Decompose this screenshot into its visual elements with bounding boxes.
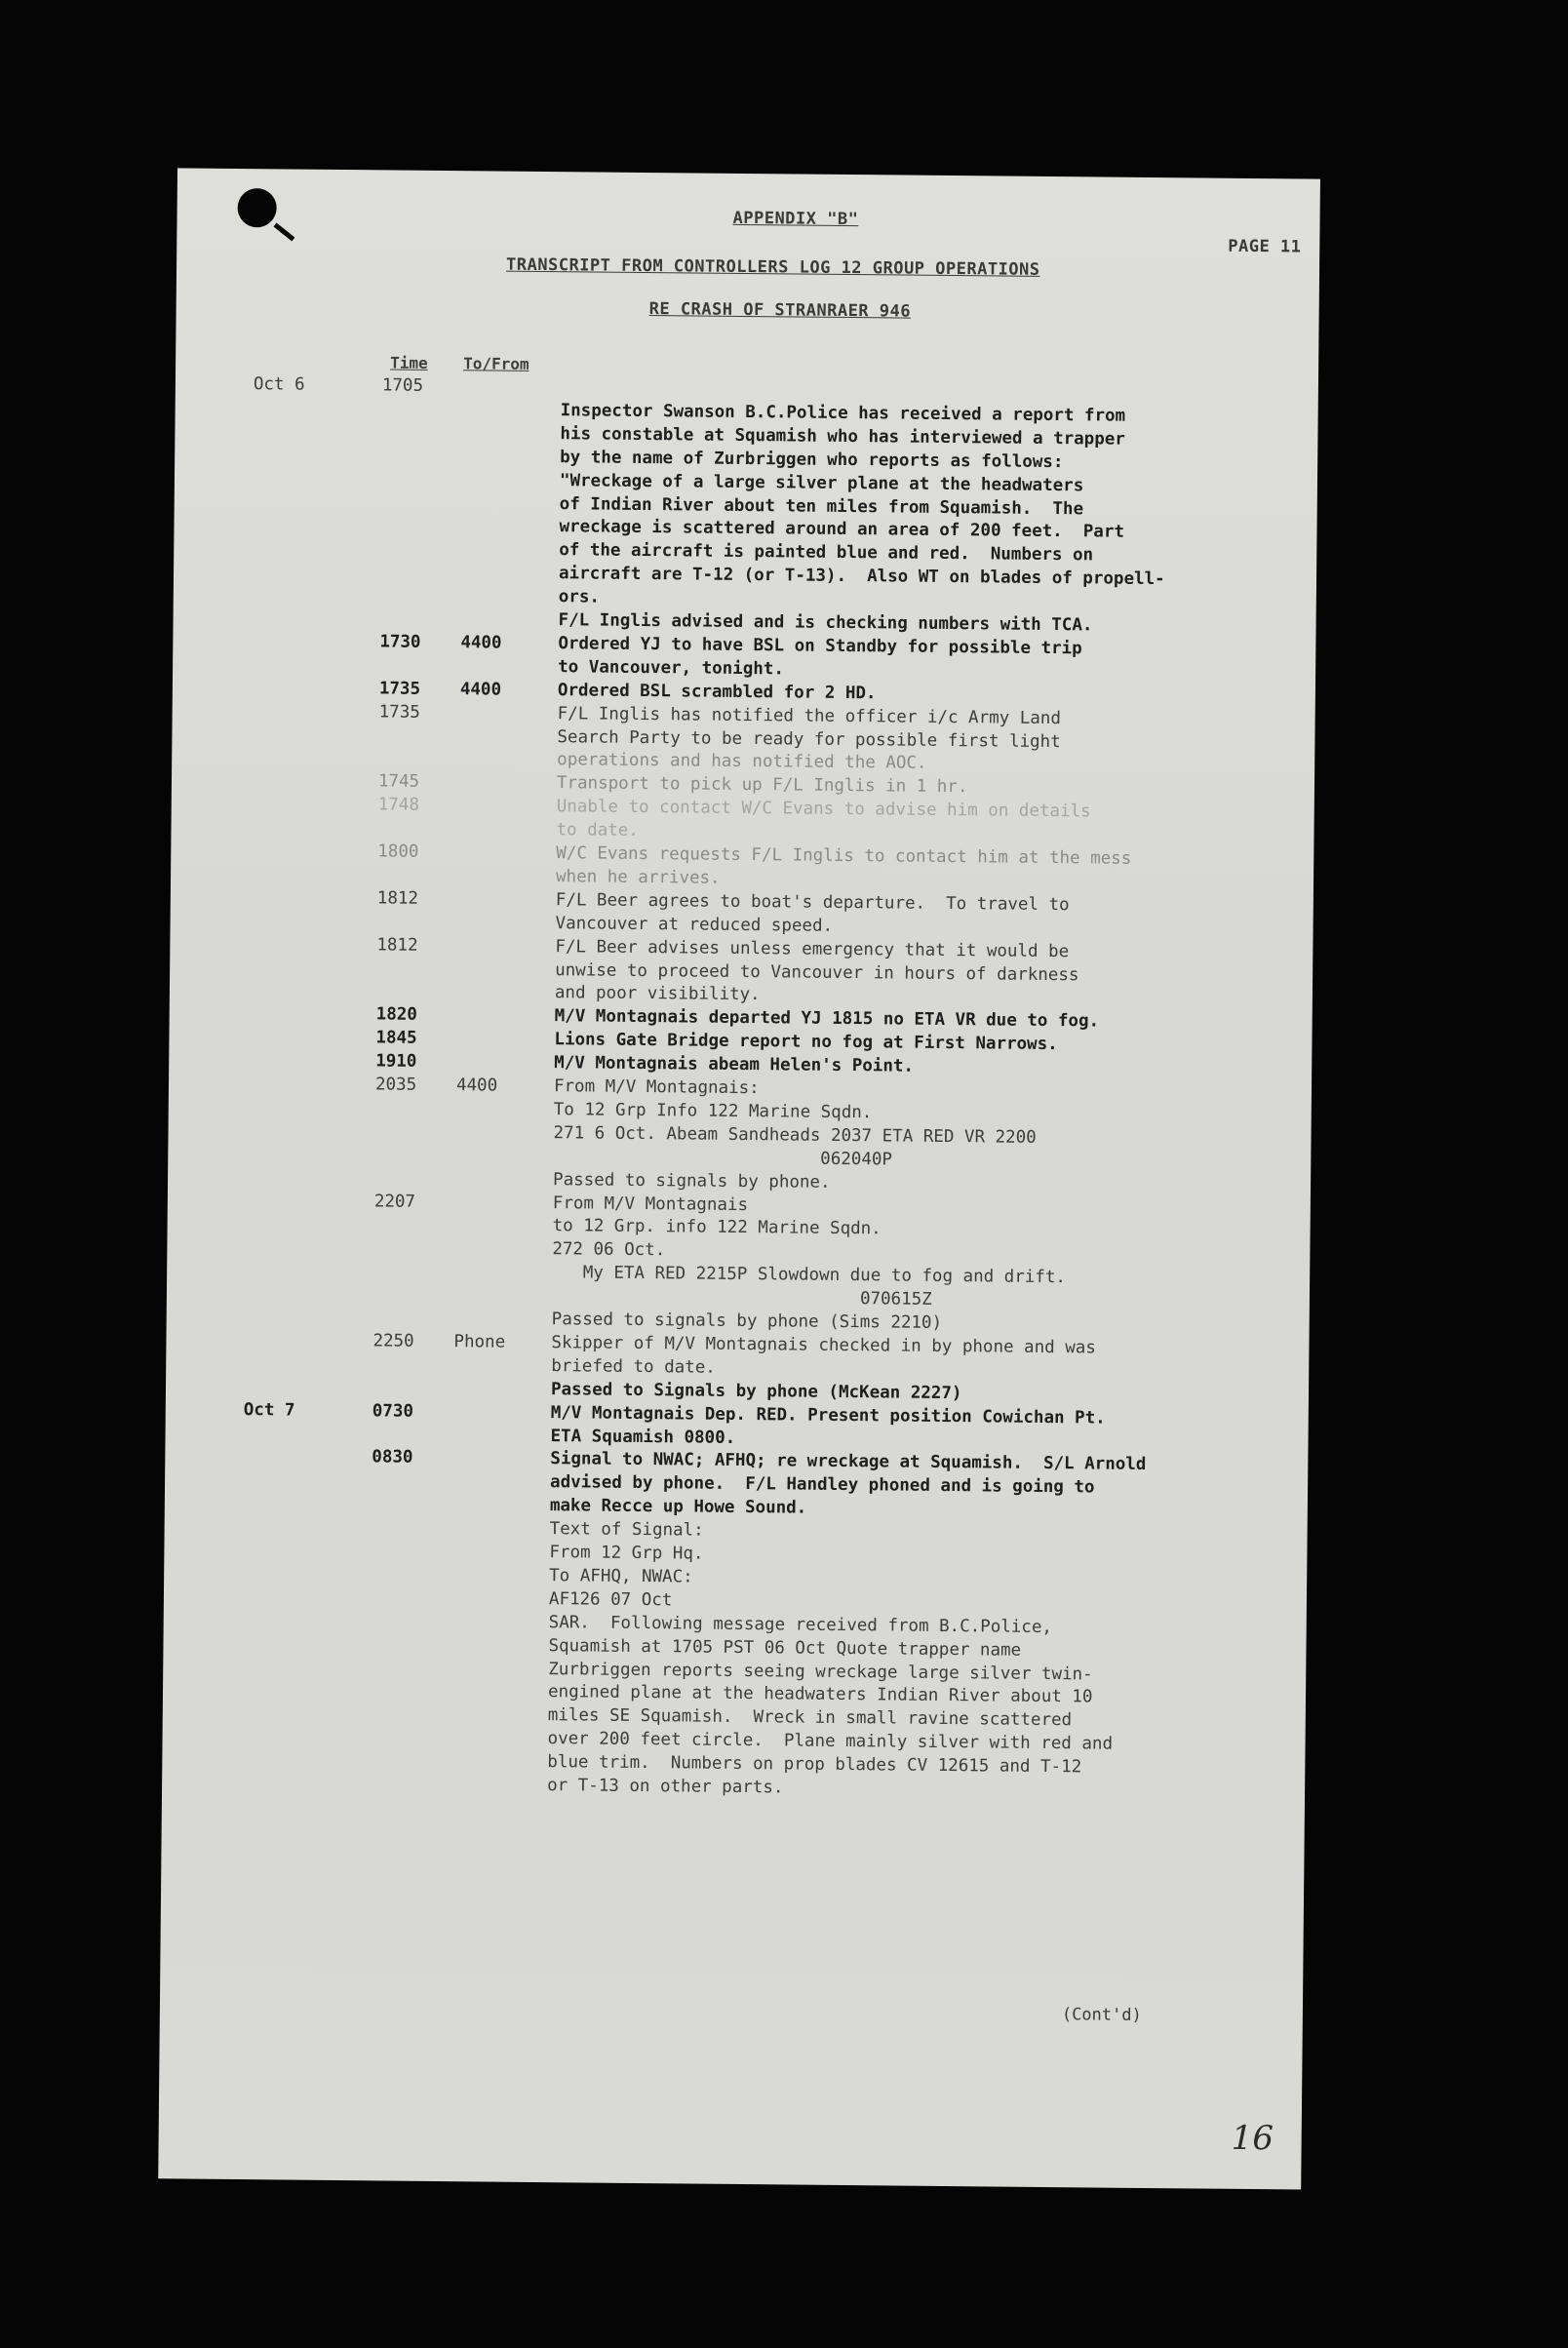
log-text: engined plane at the headwaters Indian River about 10 — [547, 1682, 1093, 1707]
log-text: To 12 Grp Info 122 Marine Sqdn. — [553, 1100, 873, 1123]
log-text: From M/V Montagnais: — [553, 1076, 760, 1099]
log-to-from: 4400 — [459, 679, 502, 700]
log-text: his constable at Squamish who has interviewed a trapper — [560, 423, 1125, 450]
log-text: 062040P — [553, 1146, 893, 1170]
punch-hole — [237, 188, 276, 227]
log-text: Ordered YJ to have BSL on Standby for possible trip — [558, 634, 1082, 659]
log-text: wreckage is scattered around an area of 200 feet. Part — [559, 517, 1125, 543]
log-text: To AFHQ, NWAC: — [549, 1565, 693, 1587]
log-text: Unable to contact W/C Evans to advise him on details — [556, 797, 1091, 822]
log-text: 070615Z — [551, 1286, 932, 1310]
log-text: Transport to pick up F/L Inglis in 1 hr. — [556, 773, 968, 798]
log-text: blue trim. Numbers on prop blades CV 12615 and T-12 — [547, 1752, 1082, 1778]
log-date: Oct 7 — [243, 1399, 295, 1421]
log-text: F/L Inglis advised and is checking numbers with TCA. — [558, 610, 1093, 636]
log-text: 272 06 Oct. — [552, 1239, 666, 1261]
log-text: F/L Beer agrees to boat's departure. To travel to — [555, 889, 1070, 915]
log-text: AF126 07 Oct — [548, 1588, 673, 1611]
log-text: Skipper of M/V Montagnais checked in by phone and was — [551, 1333, 1096, 1358]
log-text: Search Party to be ready for possible first light — [557, 726, 1061, 752]
log-time: 1845 — [375, 1028, 417, 1048]
log-text: From 12 Grp Hq. — [549, 1543, 704, 1564]
log-text: unwise to proceed to Vancouver in hours of darkness — [555, 959, 1079, 985]
log-time: 1910 — [375, 1051, 417, 1072]
log-text: F/L Beer advises unless emergency that it would be — [555, 936, 1070, 961]
log-text: or T-13 on other parts. — [547, 1776, 784, 1798]
log-text: 271 6 Oct. Abeam Sandheads 2037 ETA RED VR 2200 — [553, 1122, 1037, 1148]
log-text: ors. — [558, 587, 601, 607]
log-time: 1748 — [377, 795, 420, 815]
log-to-from: 4400 — [455, 1076, 498, 1096]
log-text: M/V Montagnais abeam Helen's Point. — [554, 1053, 915, 1076]
log-text: briefed to date. — [551, 1355, 716, 1378]
log-time: 0830 — [372, 1447, 413, 1468]
log-text: From M/V Montagnais — [552, 1193, 749, 1215]
log-text: to date. — [556, 820, 639, 841]
log-time: 0730 — [372, 1400, 414, 1422]
log-text: W/C Evans requests F/L Inglis to contact him at the mess — [556, 843, 1132, 869]
log-text: Squamish at 1705 PST 06 Oct Quote trapper name — [548, 1635, 1022, 1661]
log-time: 1800 — [377, 841, 419, 862]
log-time: 1735 — [378, 679, 421, 699]
log-text: Lions Gate Bridge report no fog at First Narrows. — [554, 1030, 1058, 1055]
log-text: Signal to NWAC; AFHQ; re wreckage at Squamish. S/L Arnold — [550, 1449, 1147, 1475]
log-time: 1812 — [376, 934, 418, 956]
log-to-from: Phone — [453, 1332, 506, 1352]
log-text: make Recce up Howe Sound. — [549, 1496, 807, 1518]
log-text: to 12 Grp. info 122 Marine Sqdn. — [552, 1216, 882, 1239]
page-number: PAGE 11 — [1228, 236, 1302, 257]
log-text: over 200 feet circle. Plane mainly silver with red and — [547, 1729, 1114, 1754]
log-text: Passed to signals by phone (Sims 2210) — [551, 1310, 943, 1333]
handwritten-page-number: 16 — [1231, 2118, 1274, 2159]
subject-title: RE CRASH OF STRANRAER 946 — [648, 299, 912, 322]
log-text: ETA Squamish 0800. — [550, 1426, 736, 1448]
log-time: 1812 — [376, 888, 419, 909]
log-text: SAR. Following message received from B.C.Police, — [548, 1612, 1053, 1637]
log-time: 1745 — [377, 771, 420, 793]
log-text: to Vancouver, tonight. — [558, 656, 785, 680]
log-time: 2250 — [372, 1331, 414, 1351]
log-text: and poor visibility. — [554, 983, 761, 1005]
log-text: miles SE Squamish. Wreck in small ravine scattered — [547, 1705, 1073, 1731]
log-text: "Wreckage of a large silver plane at the headwaters — [559, 470, 1084, 495]
log-text: Vancouver at reduced speed. — [555, 913, 834, 936]
log-text: Ordered BSL scrambled for 2 HD. — [557, 680, 877, 703]
log-text: aircraft are T-12 (or T-13). Also WT on blades of propell- — [558, 564, 1165, 590]
transcript-title: TRANSCRIPT FROM CONTROLLERS LOG 12 GROUP OPERATIONS — [505, 254, 1040, 280]
log-text: of Indian River about ten miles from Squamish. The — [559, 493, 1084, 519]
log-text: F/L Inglis has notified the officer i/c Army Land — [557, 703, 1062, 728]
appendix-title: APPENDIX "B" — [732, 208, 859, 230]
log-time: 2035 — [374, 1075, 417, 1095]
log-text: M/V Montagnais Dep. RED. Present position Cowichan Pt. — [550, 1402, 1106, 1428]
log-time: 1730 — [379, 632, 421, 652]
log-text: when he arrives. — [555, 867, 721, 888]
log-text: M/V Montagnais departed YJ 1815 no ETA VR due to fog. — [554, 1006, 1100, 1032]
log-to-from: 4400 — [460, 633, 502, 653]
log-time: 2207 — [373, 1191, 416, 1212]
log-date: Oct 6 — [253, 374, 305, 395]
column-header-time: Time — [390, 353, 428, 372]
log-text: Passed to Signals by phone (McKean 2227) — [550, 1379, 962, 1403]
log-text: operations and has notified the AOC. — [557, 750, 927, 774]
log-text: of the aircraft is painted blue and red. Numbers on — [559, 540, 1094, 566]
continued-note: (Cont'd) — [1061, 2005, 1142, 2025]
log-time: 1735 — [378, 701, 420, 723]
log-time: 1820 — [375, 1004, 417, 1026]
document-page — [158, 168, 1320, 2189]
log-text: advised by phone. F/L Handley phoned and is going to — [550, 1472, 1095, 1498]
log-time: 1705 — [381, 375, 424, 396]
punch-mark — [273, 222, 294, 241]
column-header-to-from: To/From — [463, 354, 529, 373]
log-text: Text of Signal: — [549, 1519, 704, 1541]
log-text: Zurbriggen reports seeing wreckage large silver twin- — [548, 1659, 1093, 1684]
log-text: My ETA RED 2215P Slowdown due to fog and drift. — [552, 1263, 1067, 1288]
log-text: Inspector Swanson B.C.Police has received a report from — [560, 401, 1126, 426]
log-text: Passed to signals by phone. — [552, 1169, 831, 1193]
log-text: by the name of Zurbriggen who reports as follows: — [560, 447, 1064, 472]
